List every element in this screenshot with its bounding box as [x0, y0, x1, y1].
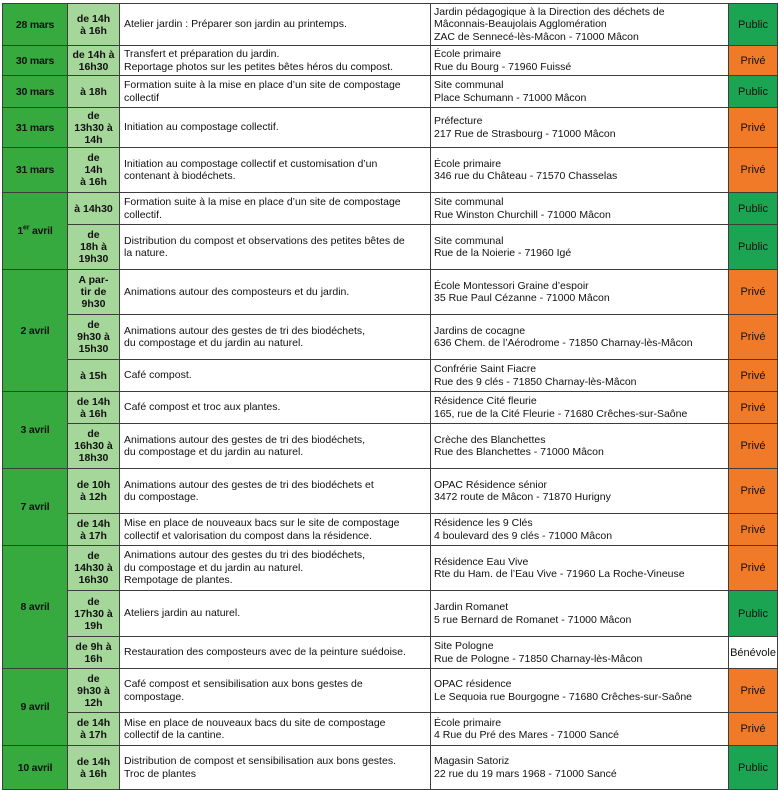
activity-cell [120, 469, 431, 514]
activity-line: Initiation au compostage collectif. [124, 121, 279, 134]
time-cell [68, 225, 120, 270]
time-text: à 15h [80, 369, 107, 382]
activity-line: Café compost. [124, 369, 192, 382]
time-cell [68, 46, 120, 76]
time-text: de 17h30 à 19h [74, 595, 113, 632]
table-row [3, 193, 778, 225]
activity-line: Animations autour des gestes de tri des biodéchets et [124, 478, 374, 491]
activity-line: Café compost et troc aux plantes. [124, 401, 281, 414]
location-line: 217 Rue de Strasbourg - 71000 Mâcon [434, 127, 616, 140]
location-line: 35 Rue Paul Cézanne - 71000 Mâcon [434, 292, 610, 304]
location-line: 346 rue du Château - 71570 Chasselas [434, 170, 618, 182]
activity-cell [120, 315, 431, 360]
status-badge-prive: Privé [729, 46, 778, 76]
activity-cell [120, 148, 431, 193]
activity-cell [120, 637, 431, 669]
date-cell: 7 avril [3, 469, 68, 546]
activity-line: Formation suite à la mise en place d’un site de compostage [124, 196, 401, 208]
time-cell [68, 4, 120, 46]
time-text: de 13h30 à 14h [74, 109, 113, 146]
time-cell [68, 713, 120, 746]
time-text: de 14h à 16h30 [72, 48, 115, 73]
time-cell [68, 469, 120, 514]
time-cell [68, 148, 120, 193]
status-badge-benevole: Bénévole [729, 637, 778, 669]
location-line: Place Schumann - 71000 Mâcon [434, 91, 587, 104]
time-text: A par- tir de 9h30 [78, 274, 109, 310]
activity-line: Restauration des composteurs avec de la peinture suédoise. [124, 646, 406, 659]
table-row [3, 392, 778, 424]
location-line: 3472 route de Mâcon - 71870 Hurigny [434, 491, 611, 503]
time-cell [68, 424, 120, 469]
time-cell [68, 392, 120, 424]
activity-cell [120, 424, 431, 469]
status-badge-prive: Privé [729, 270, 778, 315]
location-line: Confrérie Saint Fiacre [434, 363, 537, 375]
activity-line: collectif de la cantine. [124, 729, 225, 741]
activity-cell [120, 546, 431, 591]
date-cell: 31 mars [3, 108, 68, 148]
location-line: Rue du Bourg - 71960 Fuissé [434, 60, 572, 73]
date-cell: 30 mars [3, 46, 68, 76]
location-cell [431, 360, 729, 392]
location-line: Résidence les 9 Clés [434, 517, 533, 529]
time-text: de 14h à 16h [76, 395, 111, 420]
table-row [3, 315, 778, 360]
location-cell [431, 637, 729, 669]
table-row [3, 360, 778, 392]
activity-line: Animations autour des gestes du tri des biodéchets, [124, 549, 366, 562]
time-text: de 16h30 à 18h30 [74, 428, 113, 464]
table-row [3, 591, 778, 637]
table-row [3, 270, 778, 315]
status-badge-prive: Privé [729, 392, 778, 424]
location-cell [431, 76, 729, 108]
table-row [3, 514, 778, 546]
time-text: de 18h à 19h30 [78, 229, 109, 265]
location-line: 5 rue Bernard de Romanet - 71000 Mâcon [434, 613, 632, 626]
location-line: Rue Winston Churchill - 71000 Mâcon [434, 208, 611, 221]
activity-cell [120, 360, 431, 392]
status-badge-prive: Privé [729, 469, 778, 514]
time-text: de 14h30 à 16h30 [74, 550, 113, 586]
location-line: OPAC Résidence sénior [434, 478, 548, 491]
location-line: 22 rue du 19 mars 1968 - 71000 Sancé [434, 767, 617, 780]
location-line: Préfecture [434, 115, 483, 127]
activity-cell [120, 514, 431, 546]
location-cell [431, 148, 729, 193]
location-cell [431, 46, 729, 76]
activity-cell [120, 591, 431, 637]
activity-line: Transfert et préparation du jardin. [124, 48, 280, 60]
time-cell [68, 637, 120, 669]
activity-line: collectif. [124, 208, 162, 221]
location-line: OPAC résidence [434, 678, 512, 690]
time-cell [68, 108, 120, 148]
location-cell [431, 713, 729, 746]
location-cell [431, 669, 729, 713]
location-line: Magasin Satoriz [434, 755, 510, 767]
time-cell [68, 360, 120, 392]
time-text: de 9h30 à 15h30 [77, 319, 110, 355]
location-cell [431, 4, 729, 46]
location-cell [431, 514, 729, 546]
location-line: Site communal [434, 234, 504, 247]
location-line: 636 Chem. de l’Aérodrome - 71850 Charnay-lès-Mâcon [434, 337, 693, 349]
location-line: Site communal [434, 196, 504, 208]
date-ordinal: er [23, 224, 30, 232]
schedule-table [2, 3, 778, 790]
status-badge-prive: Privé [729, 546, 778, 591]
table-row [3, 148, 778, 193]
activity-line: du compostage et du jardin au naturel. [124, 561, 304, 574]
activity-cell [120, 108, 431, 148]
location-line: Crèche des Blanchettes [434, 433, 546, 446]
location-line: Rue des 9 clés - 71850 Charnay-lès-Mâcon [434, 375, 637, 388]
time-text: à 18h [80, 85, 107, 98]
activity-line: Initiation au compostage collectif et customisation d’un [124, 157, 378, 170]
location-line: École primaire [434, 716, 502, 729]
activity-cell [120, 746, 431, 790]
table-row [3, 76, 778, 108]
activity-cell [120, 193, 431, 225]
activity-line: collectif et valorisation du compost dans la résidence. [124, 529, 373, 542]
activity-line: du compostage et du jardin au naturel. [124, 446, 304, 458]
time-text: de 10h à 12h [76, 479, 111, 503]
time-text: à 14h30 [74, 202, 113, 215]
table-row [3, 669, 778, 713]
status-badge-prive: Privé [729, 360, 778, 392]
date-month: avril [29, 225, 53, 237]
activity-line: Formation suite à la mise en place d’un site de compostage [124, 79, 401, 91]
location-cell [431, 424, 729, 469]
activity-cell [120, 270, 431, 315]
location-line: Jardins de cocagne [434, 324, 526, 337]
location-cell [431, 546, 729, 591]
date-day: 1 [17, 225, 24, 237]
location-line: Jardin pédagogique à la Direction des déchets de [434, 5, 665, 18]
location-line: Rue de Pologne - 71850 Charnay-lès-Mâcon [434, 652, 643, 665]
date-cell: 10 avril [3, 746, 68, 790]
date-cell: 9 avril [3, 669, 68, 746]
date-cell: 31 mars [3, 148, 68, 193]
location-cell [431, 469, 729, 514]
location-cell [431, 392, 729, 424]
activity-line: Mise en place de nouveaux bacs sur le site de compostage [124, 517, 400, 529]
date-cell: 28 mars [3, 4, 68, 46]
location-line: 4 Rue du Pré des Mares - 71000 Sancé [434, 729, 620, 741]
activity-line: du compostage. [124, 491, 199, 503]
location-line: Résidence Cité fleurie [434, 395, 537, 407]
table-row [3, 713, 778, 746]
schedule-body [3, 4, 778, 790]
status-badge-prive: Privé [729, 713, 778, 746]
activity-cell [120, 225, 431, 270]
table-row [3, 424, 778, 469]
status-badge-public: Public [729, 225, 778, 270]
activity-line: compostage. [124, 690, 185, 703]
location-line: École Montessori Graine d’espoir [434, 279, 589, 292]
location-line: École primaire [434, 157, 502, 170]
activity-line: Distribution du compost et observations des petites bêtes de [124, 234, 405, 247]
date-cell [3, 193, 68, 270]
activity-cell [120, 669, 431, 713]
activity-line: Reportage photos sur les petites bêtes héros du compost. [124, 60, 394, 73]
location-line: Rue de la Noierie - 71960 Igé [434, 247, 572, 259]
table-row [3, 225, 778, 270]
time-text: de 14h à 16h [76, 755, 111, 780]
activity-line: Troc de plantes [124, 767, 196, 780]
status-badge-prive: Privé [729, 669, 778, 713]
time-text: de 14h à 17h [76, 717, 111, 741]
activity-cell [120, 76, 431, 108]
location-cell [431, 591, 729, 637]
activity-line: contenant à biodéchets. [124, 170, 236, 182]
location-line: Le Sequoia rue Bourgogne - 71680 Crêches-sur-Saône [434, 690, 693, 703]
activity-line: Ateliers jardin au naturel. [124, 607, 241, 620]
activity-line: Mise en place de nouveaux bacs du site de compostage [124, 716, 386, 729]
status-badge-public: Public [729, 193, 778, 225]
location-line: Rte du Ham. de l’Eau Vive - 71960 La Roche-Vineuse [434, 568, 685, 580]
time-cell [68, 270, 120, 315]
time-cell [68, 76, 120, 108]
table-row [3, 4, 778, 46]
date-cell: 3 avril [3, 392, 68, 469]
location-cell [431, 108, 729, 148]
table-row [3, 46, 778, 76]
activity-cell [120, 46, 431, 76]
status-badge-public: Public [729, 4, 778, 46]
time-cell [68, 315, 120, 360]
time-cell [68, 669, 120, 713]
location-line: 165, rue de la Cité Fleurie - 71680 Crêches-sur-Saône [434, 407, 688, 420]
table-row [3, 108, 778, 148]
time-cell [68, 746, 120, 790]
location-cell [431, 193, 729, 225]
location-cell [431, 315, 729, 360]
activity-line: Animations autour des gestes de tri des biodéchets, [124, 433, 366, 446]
location-cell [431, 746, 729, 790]
status-badge-prive: Privé [729, 148, 778, 193]
location-line: Rue des Blanchettes - 71000 Mâcon [434, 446, 604, 458]
status-badge-prive: Privé [729, 424, 778, 469]
time-text: de 14h à 17h [76, 517, 111, 542]
location-cell [431, 270, 729, 315]
activity-cell [120, 713, 431, 746]
status-badge-public: Public [729, 591, 778, 637]
time-text: de 14h à 16h [76, 12, 111, 37]
status-badge-prive: Privé [729, 514, 778, 546]
activity-cell [120, 4, 431, 46]
activity-cell [120, 392, 431, 424]
location-line: Site communal [434, 79, 504, 91]
time-text: de 9h à 16h [75, 640, 112, 665]
time-text: de 14h à 16h [80, 152, 107, 188]
status-badge-public: Public [729, 746, 778, 790]
time-cell [68, 193, 120, 225]
activity-line: collectif [124, 91, 160, 104]
activity-line: Café compost et sensibilisation aux bons gestes de [124, 678, 363, 690]
table-row [3, 546, 778, 591]
date-cell: 30 mars [3, 76, 68, 108]
activity-line: du compostage et du jardin au naturel. [124, 337, 304, 349]
time-cell [68, 514, 120, 546]
location-line: Site Pologne [434, 640, 494, 652]
status-badge-prive: Privé [729, 108, 778, 148]
time-cell [68, 591, 120, 637]
activity-line: la nature. [124, 247, 168, 259]
activity-line: Distribution de compost et sensibilisation aux bons gestes. [124, 755, 396, 767]
status-badge-public: Public [729, 76, 778, 108]
activity-line: Animations autour des composteurs et du jardin. [124, 285, 350, 298]
table-row [3, 469, 778, 514]
location-line: Jardin Romanet [434, 601, 509, 613]
location-line: 4 boulevard des 9 clés - 71000 Mâcon [434, 529, 613, 542]
location-line: École primaire [434, 48, 502, 60]
time-text: de 9h30 à 12h [77, 672, 110, 709]
table-row [3, 637, 778, 669]
time-cell [68, 546, 120, 591]
location-line: ZAC de Sennecé-lès-Mâcon - 71000 Mâcon [434, 30, 639, 43]
activity-line: Atelier jardin : Préparer son jardin au printemps. [124, 18, 347, 31]
date-cell: 8 avril [3, 546, 68, 669]
location-line: Résidence Eau Vive [434, 555, 529, 568]
activity-line: Rempotage de plantes. [124, 574, 233, 587]
date-cell: 2 avril [3, 270, 68, 392]
status-badge-prive: Privé [729, 315, 778, 360]
table-row [3, 746, 778, 790]
location-line: Mâconnais-Beaujolais Agglomération [434, 18, 607, 31]
location-cell [431, 225, 729, 270]
activity-line: Animations autour des gestes de tri des biodéchets, [124, 324, 366, 337]
